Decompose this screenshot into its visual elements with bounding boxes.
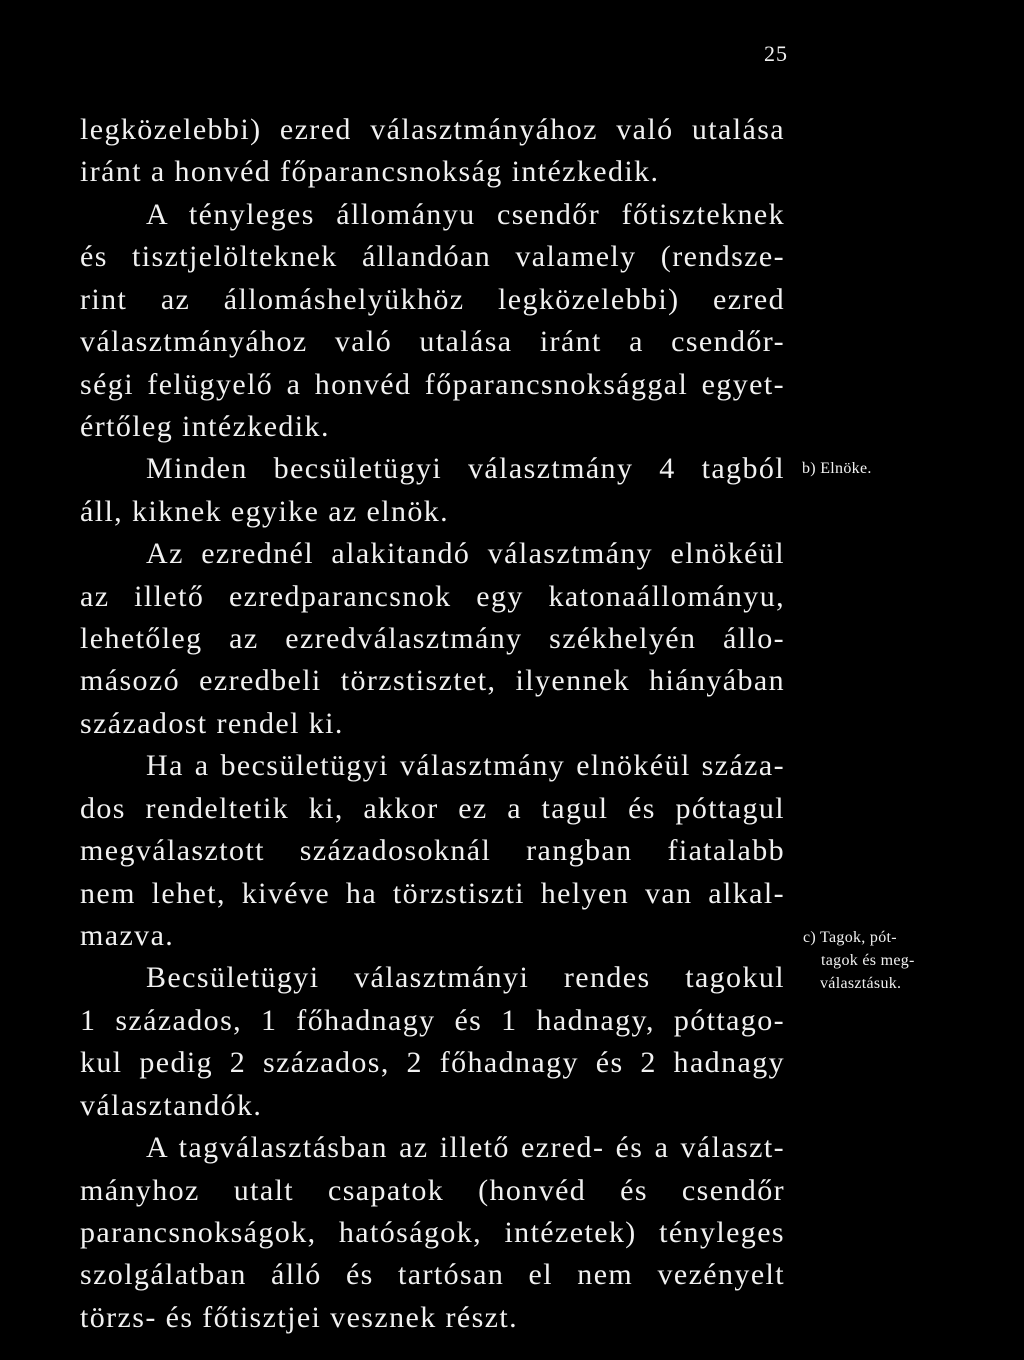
text-line: rint az állomáshelyükhöz legközelebbi) ezred	[80, 282, 785, 316]
paragraph-committee-members	[80, 448, 785, 533]
text-line: 1 százados, 1 főhadnagy és 1 hadnagy, póttago-	[80, 1003, 785, 1037]
paragraph-gendarmerie-officers	[80, 194, 785, 449]
text-line: iránt a honvéd főparancsnokság intézkedik.	[80, 155, 660, 189]
text-line: mazva.	[80, 919, 175, 953]
margin-note-line: tagok és meg-	[821, 952, 915, 969]
text-line: megválasztott századosoknál rangban fiatalabb	[80, 834, 785, 868]
paragraph-captain-chairman	[80, 745, 785, 957]
text-line: parancsnokságok, hatóságok, intézetek) tényleges	[80, 1215, 785, 1249]
text-line: Az ezrednél alakitandó választmány elnökéül	[146, 537, 785, 571]
page-number: 25	[764, 41, 788, 66]
text-line: századost rendel ki.	[80, 706, 344, 740]
text-line: kul pedig 2 százados, 2 főhadnagy és 2 hadnagy	[80, 1046, 785, 1080]
text-line: választandók.	[80, 1088, 263, 1122]
body-text	[80, 109, 785, 1339]
text-line: A tagválasztásban az illető ezred- és a választ-	[146, 1131, 785, 1165]
paragraph-regular-members	[80, 957, 785, 1127]
text-line: szolgálatban álló és tartósan el nem vezényelt	[80, 1258, 785, 1292]
text-line: A tényleges állományu csendőr főtiszteknek	[146, 197, 785, 231]
text-line: törzs- és főtisztjei vesznek részt.	[80, 1300, 519, 1334]
text-line: másozó ezredbeli törzstisztet, ilyennek hiányában	[80, 664, 785, 698]
text-line: nem lehet, kivéve ha törzstiszti helyen van alkal-	[80, 876, 785, 910]
text-line: mányhoz utalt csapatok (honvéd és csendőr	[80, 1173, 785, 1207]
paragraph-continuation	[80, 109, 785, 194]
text-line: az illető ezredparancsnok egy katonaállományu,	[80, 579, 785, 613]
margin-note-line: b) Elnöke.	[802, 460, 872, 477]
text-line: Becsületügyi választmányi rendes tagokul	[146, 961, 785, 995]
text-line: Ha a becsületügyi választmány elnökéül száza-	[146, 749, 785, 783]
margin-note-line: c) Tagok, pót-	[803, 929, 897, 946]
text-line: lehetőleg az ezredválasztmány székhelyén állo-	[80, 622, 785, 656]
paragraph-election	[80, 1127, 785, 1339]
text-line: ségi felügyelő a honvéd főparancsnoksággal egyet-	[80, 367, 785, 401]
text-line: Minden becsületügyi választmány 4 tagból	[146, 452, 785, 486]
text-line: áll, kiknek egyike az elnök.	[80, 494, 450, 528]
margin-note-line: választásuk.	[820, 975, 902, 992]
text-line: legközelebbi) ezred választmányához való utalása	[80, 113, 785, 146]
margin-note-members	[803, 926, 915, 995]
text-line: dos rendeltetik ki, akkor ez a tagul és póttagul	[80, 791, 785, 825]
paragraph-chairman	[80, 533, 785, 745]
text-line: választmányához való utalása iránt a csendőr-	[80, 325, 785, 359]
text-line: és tisztjelölteknek állandóan valamely (rendsze-	[80, 240, 785, 274]
text-line: értőleg intézkedik.	[80, 409, 330, 443]
margin-note-chairman	[802, 457, 872, 480]
